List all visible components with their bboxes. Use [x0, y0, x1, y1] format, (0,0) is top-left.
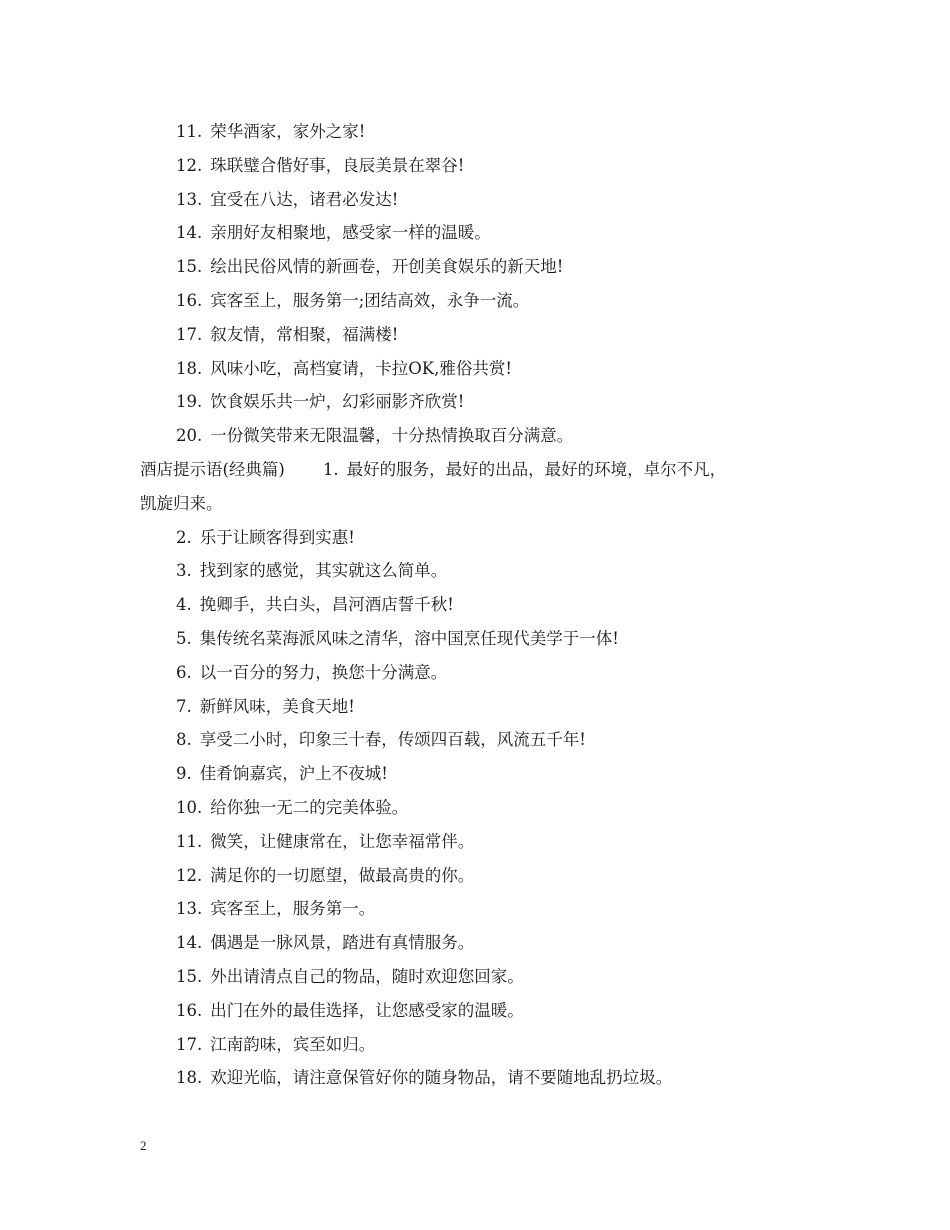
list-item: 19. 饮食娱乐共一炉，幻彩丽影齐欣赏!: [176, 392, 465, 412]
list-item: 12. 珠联璧合偕好事，良辰美景在翠谷!: [176, 155, 465, 175]
list-item: 6. 以一百分的努力，换您十分满意。: [176, 662, 448, 682]
list-item-number: 1.: [322, 459, 339, 479]
list-item: 15. 外出请清点自己的物品，随时欢迎您回家。: [176, 966, 524, 986]
list-item: 14. 亲朋好友相聚地，感受家一样的温暖。: [176, 223, 491, 243]
list-item: 20. 一份微笑带来无限温馨，十分热情换取百分满意。: [176, 426, 574, 446]
list-item: 3. 找到家的感觉，其实就这么简单。: [176, 561, 448, 581]
list-item: 4. 挽卿手，共白头，昌河酒店誓千秋!: [176, 595, 454, 615]
list-item: 12. 满足你的一切愿望，做最高贵的你。: [176, 865, 475, 885]
list-item: 2. 乐于让顾客得到实惠!: [176, 527, 355, 547]
list-item: 18. 风味小吃，高档宴请，卡拉OK,雅俗共赏!: [176, 358, 512, 378]
list-item: 9. 佳肴饷嘉宾，沪上不夜城!: [176, 764, 388, 784]
list-item: 15. 绘出民俗风情的新画卷，开创美食娱乐的新天地!: [176, 257, 564, 277]
document-body: [140, 115, 820, 1095]
list-item: 10. 给你独一无二的完美体验。: [176, 797, 409, 817]
list-item: 17. 江南韵味，宾至如归。: [176, 1034, 376, 1054]
list-item: 11. 微笑，让健康常在，让您幸福常伴。: [176, 831, 475, 851]
list-item: 17. 叙友情，常相聚，福满楼!: [176, 324, 399, 344]
list-item: 16. 出门在外的最佳选择，让您感受家的温暖。: [176, 1000, 524, 1020]
list-item: 13. 宾客至上，服务第一。: [176, 899, 376, 919]
list-item: 5. 集传统名菜海派风味之清华，溶中国烹任现代美学于一体!: [176, 628, 619, 648]
section-continuation-line: 凯旋归来。: [140, 493, 223, 513]
section-first-line: [140, 453, 820, 487]
section-heading: 酒店提示语(经典篇): [140, 459, 285, 479]
list-item: 8. 享受二小时，印象三十春，传颂四百载，风流五千年!: [176, 730, 586, 750]
list-item: 18. 欢迎光临，请注意保管好你的随身物品，请不要随地乱扔垃圾。: [176, 1068, 673, 1088]
list-item: 16. 宾客至上，服务第一;团结高效，永争一流。: [176, 290, 530, 310]
list-item: 11. 荣华酒家，家外之家!: [176, 122, 366, 141]
list-item: 7. 新鲜风味，美食天地!: [176, 696, 355, 716]
list-item: 14. 偶遇是一脉风景，踏进有真情服务。: [176, 933, 475, 953]
page-number: 2: [140, 1138, 147, 1153]
list-item: 13. 宜受在八达，诸君必发达!: [176, 189, 399, 209]
list-item-text: 最好的服务，最好的出品，最好的环境，卓尔不凡，: [346, 459, 727, 479]
